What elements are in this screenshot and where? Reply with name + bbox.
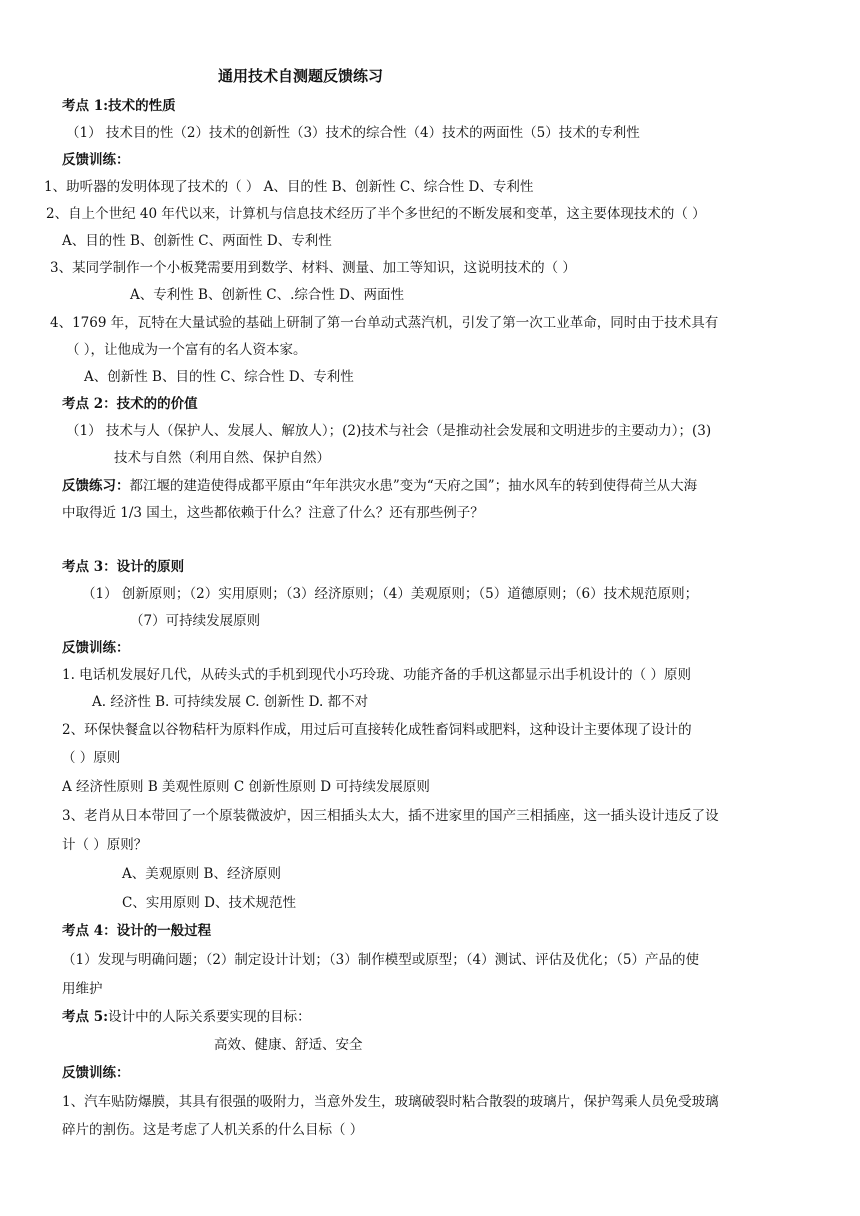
section-4-items: （1）发现与明确问题；（2）制定设计计划；（3）制作模型或原型；（4）测试、评估及优化；（5）产品的使 [62,952,699,968]
section-4-heading: 考点 4：设计的一般过程 [62,923,212,939]
section-5-heading-label: 考点 5: [62,1009,109,1025]
s3-question-3-cont: 计（ ）原则？ [62,837,148,853]
section-3-heading: 考点 3：设计的原则 [62,559,185,575]
s1-question-4: 4、1769 年，瓦特在大量试验的基础上研制了第一台单动式蒸汽机，引发了第一次工业革命，同时由于技术具有 [50,315,719,331]
s3-question-2-options: A 经济性原则 B 美观性原则 C 创新性原则 D 可持续发展原则 [62,779,430,795]
s1-question-2: 2、自上个世纪 40 年代以来，计算机与信息技术经历了半个多世纪的不断发展和变革，这主要体现技术的（ ） [46,206,706,222]
section-3-items: （1） 创新原则；（2）实用原则；（3）经济原则；（4）美观原则；（5）道德原则；（6）技术规范原则； [82,586,699,602]
section-1-items: （1） 技术目的性（2）技术的创新性（3）技术的综合性（4）技术的两面性（5）技术的专利性 [66,125,640,141]
section-2-feedback [62,477,697,495]
section-5-feedback-heading: 反馈训练： [62,1065,130,1081]
s1-question-4-cont: （ ），让他成为一个富有的名人资本家。 [66,342,307,358]
s1-question-3-options: A、专利性 B、创新性 C、.综合性 D、两面性 [130,287,404,303]
section-5-goals: 高效、健康、舒适、安全 [214,1037,363,1053]
s1-question-4-options: A、创新性 B、目的性 C、综合性 D、专利性 [84,369,354,385]
section-2-items-cont: 技术与自然（利用自然、保护自然） [114,450,330,466]
s3-question-3: 3、老肖从日本带回了一个原装微波炉，因三相插头太大，插不进家里的国产三相插座，这一插头设计违反了设 [62,808,719,824]
s5-question-1-cont: 碎片的割伤。这是考虑了人机关系的什么目标（ ） [62,1122,364,1138]
section-2-feedback-cont: 中取得近 1/3 国土，这些都依赖于什么？注意了什么？还有那些例子？ [62,505,484,521]
s1-question-1: 1、助听器的发明体现了技术的（ ） A、目的性 B、创新性 C、综合性 D、专利性 [44,179,534,195]
section-4-items-cont: 用维护 [62,981,103,997]
section-3-feedback-heading: 反馈训练： [62,640,130,656]
s3-question-1-options: A. 经济性 B. 可持续发展 C. 创新性 D. 都不对 [92,694,369,710]
section-5-heading [62,1008,311,1026]
s5-question-1: 1、汽车贴防爆膜，其具有很强的吸附力，当意外发生，玻璃破裂时粘合散裂的玻璃片，保护驾乘人员免受玻璃 [62,1094,719,1110]
s3-question-3-options-1: A、美观原则 B、经济原则 [122,866,281,882]
s3-question-1: 1. 电话机发展好几代，从砖头式的手机到现代小巧玲珑、功能齐备的手机这都显示出手机设计的（ ）原则 [62,667,691,683]
section-2-heading: 考点 2：技术的的价值 [62,396,198,412]
section-3-items-cont: （7）可持续发展原则 [130,613,261,629]
s3-question-2: 2、环保快餐盒以谷物秸杆为原料作成，用过后可直接转化成牲畜饲料或肥料，这种设计主要体现了设计的 [62,722,692,738]
section-2-items: （1） 技术与人（保护人、发展人、解放人）；(2)技术与社会（是推动社会发展和文明进步的主要动力）；(3) [66,423,712,439]
s1-question-3: 3、某同学制作一个小板凳需要用到数学、材料、测量、加工等知识，这说明技术的（ ） [50,260,576,276]
section-2-feedback-label: 反馈练习： [62,478,130,494]
s1-question-2-options: A、目的性 B、创新性 C、两面性 D、专利性 [62,233,332,249]
doc-title: 通用技术自测题反馈练习 [218,67,384,85]
section-1-heading: 考点 1:技术的性质 [62,98,176,114]
section-5-heading-text: 设计中的人际关系要实现的目标： [108,1009,311,1025]
section-1-feedback-heading: 反馈训练： [62,152,130,168]
s3-question-3-options-2: C、实用原则 D、技术规范性 [122,895,296,911]
section-2-feedback-text: 都江堰的建造使得成都平原由“年年洪灾水患”变为“天府之国”；抽水风车的转到使得荷兰从大海 [129,478,698,494]
s3-question-2-cont: （ ）原则 [62,750,121,766]
